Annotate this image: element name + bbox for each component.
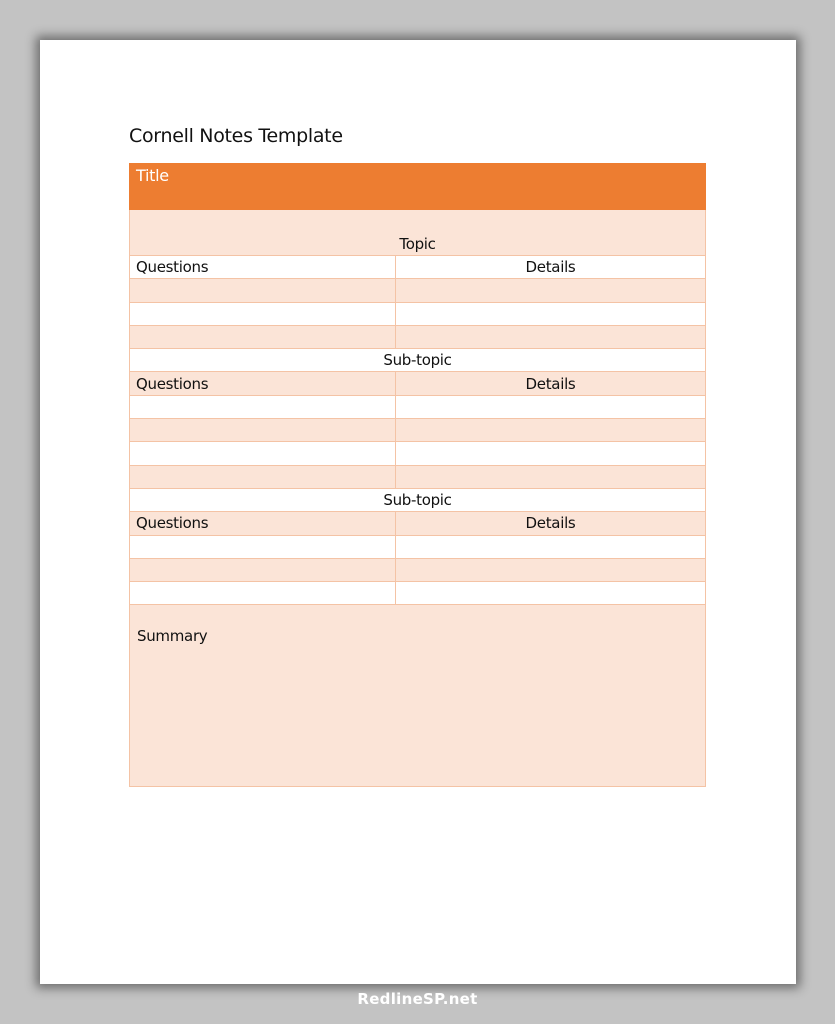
section-heading: Sub-topic — [383, 491, 452, 510]
watermark-text: RedlineSP.net — [357, 990, 478, 1008]
detail-cell[interactable] — [396, 326, 705, 348]
section-heading: Sub-topic — [383, 351, 452, 370]
column-header-row — [129, 256, 706, 279]
question-cell[interactable] — [130, 419, 396, 441]
question-cell[interactable] — [130, 326, 396, 348]
details-header: Details — [525, 374, 576, 393]
detail-cell[interactable] — [396, 536, 705, 558]
details-header: Details — [525, 514, 576, 533]
section-heading-row — [129, 210, 706, 256]
question-cell[interactable] — [130, 466, 396, 488]
note-row — [129, 396, 706, 419]
detail-cell[interactable] — [396, 466, 705, 488]
note-row — [129, 559, 706, 582]
note-row — [129, 582, 706, 605]
note-row — [129, 326, 706, 349]
note-row — [129, 536, 706, 559]
question-cell[interactable] — [130, 442, 396, 464]
document-heading: Cornell Notes Template — [129, 125, 343, 147]
cornell-notes-table — [129, 163, 706, 787]
detail-cell[interactable] — [396, 559, 705, 581]
detail-cell[interactable] — [396, 442, 705, 464]
question-cell[interactable] — [130, 582, 396, 604]
detail-cell[interactable] — [396, 419, 705, 441]
note-row — [129, 419, 706, 442]
note-row — [129, 466, 706, 489]
detail-cell[interactable] — [396, 396, 705, 418]
title-label: Title — [136, 166, 169, 185]
note-row — [129, 279, 706, 302]
note-row — [129, 442, 706, 465]
questions-header: Questions — [130, 256, 396, 278]
column-header-row — [129, 372, 706, 395]
section-heading-row — [129, 349, 706, 372]
title-bar[interactable] — [129, 163, 706, 210]
section-heading: Topic — [399, 234, 436, 253]
column-header-row — [129, 512, 706, 535]
detail-cell[interactable] — [396, 303, 705, 325]
question-cell[interactable] — [130, 279, 396, 301]
section-heading-row — [129, 489, 706, 512]
detail-cell[interactable] — [396, 582, 705, 604]
question-cell[interactable] — [130, 559, 396, 581]
question-cell[interactable] — [130, 396, 396, 418]
detail-cell[interactable] — [396, 279, 705, 301]
details-header: Details — [525, 258, 576, 277]
question-cell[interactable] — [130, 536, 396, 558]
note-row — [129, 303, 706, 326]
questions-header: Questions — [130, 372, 396, 394]
questions-header: Questions — [130, 512, 396, 534]
summary-label: Summary — [137, 627, 208, 646]
summary-box[interactable] — [129, 605, 706, 787]
document-page — [40, 40, 796, 984]
question-cell[interactable] — [130, 303, 396, 325]
